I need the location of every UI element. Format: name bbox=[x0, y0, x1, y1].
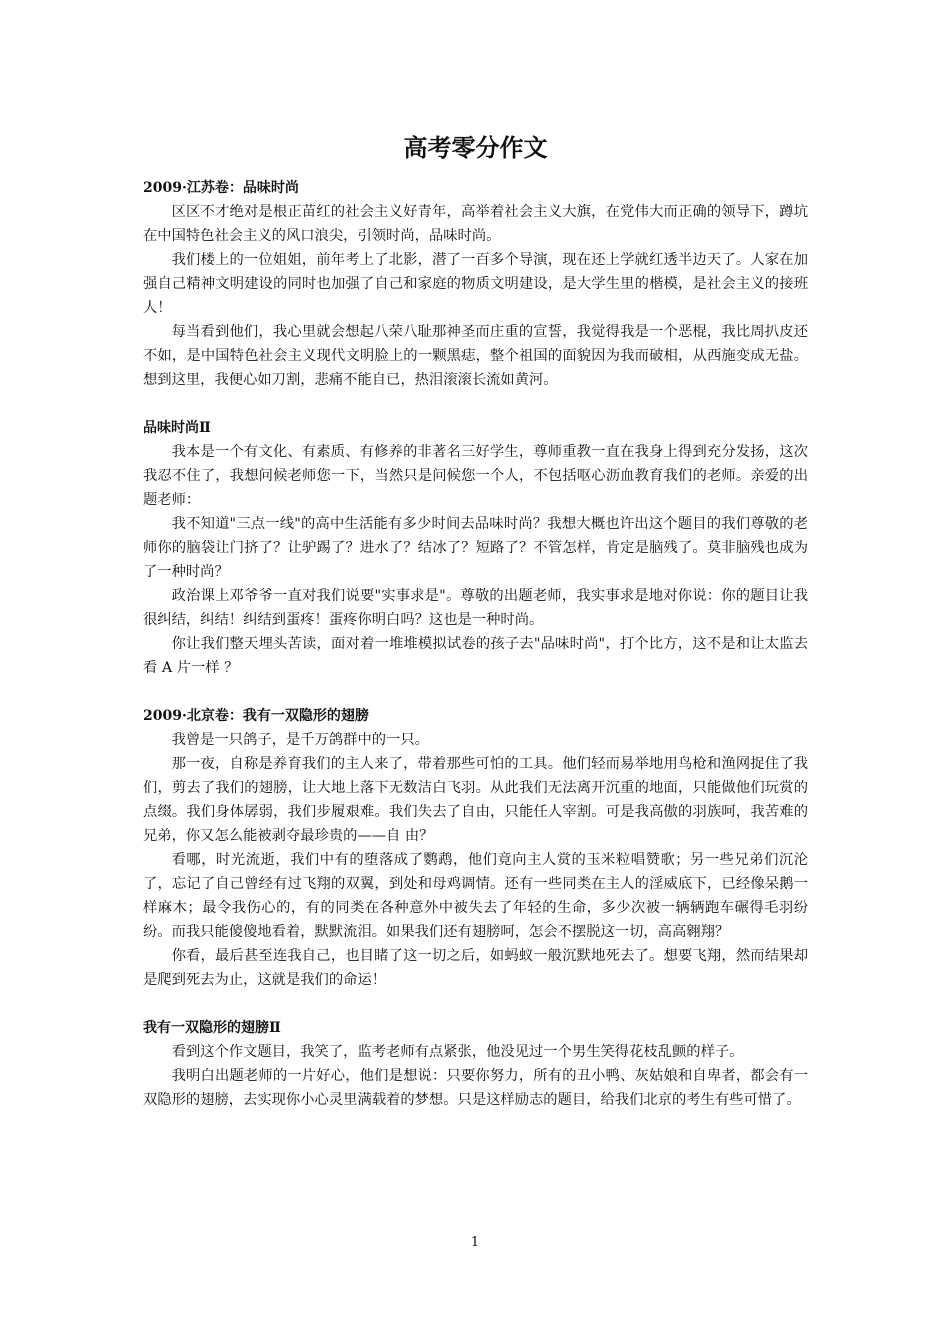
paragraph: 那一夜，自称是养育我们的主人来了，带着那些可怕的工具。他们轻而易举地用鸟枪和渔网捉住了我们，剪去了我们的翅膀，让大地上落下无数洁白飞羽。从此我们无法离开沉重的地面，只能做他们玩赏的点缀。我们身体孱弱，我们步履艰难。我们失去了自由，只能任人宰割。可是我高傲的羽族呵，我苦难的兄弟，你又怎么能被剥夺最珍贵的——自 由？ bbox=[143, 756, 808, 844]
paragraph: 你让我们整天埋头苦读，面对着一堆堆模拟试卷的孩子去"品味时尚"，打个比方，这不是和让太监去看 A 片一样 ？ bbox=[143, 636, 808, 676]
section-heading: 品味时尚Ⅱ bbox=[143, 420, 211, 436]
page-number: 1 bbox=[470, 1235, 480, 1250]
paragraph: 我本是一个有文化、有素质、有修养的非著名三好学生，尊师重教一直在我身上得到充分发扬，这次我忍不住了，我想问候老师您一下，当然只是问候您一个人，不包括呕心沥血教育我们的老师。亲爱的出题老师： bbox=[143, 444, 808, 508]
paragraph: 每当看到他们，我心里就会想起八荣八耻那神圣而庄重的宣誓，我觉得我是一个恶棍，我比周扒皮还不如，是中国特色社会主义现代文明脸上的一颗黑痣，整个祖国的面貌因为我而破相，从西施变成无盐。想到这里，我便心如刀割，悲痛不能自已，热泪滚滚长流如黄河。 bbox=[143, 324, 808, 388]
essay-section-jiangsu bbox=[143, 176, 808, 392]
paragraph: 我明白出题老师的一片好心，他们是想说：只要你努力，所有的丑小鸭、灰姑娘和自卑者，都会有一双隐形的翅膀，去实现你小心灵里满载着的梦想。只是这样励志的题目，给我们北京的考生有些可惜了。 bbox=[143, 1068, 808, 1108]
document-body bbox=[143, 128, 808, 1136]
essay-section-beijing bbox=[143, 704, 808, 992]
section-heading: 我有一双隐形的翅膀Ⅱ bbox=[143, 1020, 281, 1036]
paragraph: 政治课上邓爷爷一直对我们说要"实事求是"。尊敬的出题老师，我实事求是地对你说：你的题目让我很纠结，纠结！纠结到蛋疼！蛋疼你明白吗？这也是一种时尚。 bbox=[143, 588, 808, 628]
essay-section-pinwei-2 bbox=[143, 416, 808, 680]
paragraph: 看哪，时光流逝，我们中有的堕落成了鹦鹉，他们竟向主人赏的玉米粒唱赞歌；另一些兄弟们沉沦了，忘记了自己曾经有过飞翔的双翼，到处和母鸡调情。还有一些同类在主人的淫威底下，已经像呆鹅一样麻木；最令我伤心的，有的同类在各种意外中被失去了年轻的生命，多少次被一辆辆跑车碾得毛羽纷纷。而我只能傻傻地看着，默默流泪。如果我们还有翅膀呵，怎会不摆脱这一切，高高翱翔？ bbox=[143, 852, 808, 940]
paragraph: 区区不才绝对是根正苗红的社会主义好青年，高举着社会主义大旗，在党伟大而正确的领导下，蹲坑在中国特色社会主义的风口浪尖，引领时尚，品味时尚。 bbox=[143, 204, 808, 244]
essay-section-wings-2 bbox=[143, 1016, 808, 1112]
document-title: 高考零分作文 bbox=[403, 134, 548, 162]
paragraph: 我曾是一只鸽子，是千万鸽群中的一只。 bbox=[171, 732, 429, 748]
section-heading: 2009·北京卷：我有一双隐形的翅膀 bbox=[143, 708, 369, 724]
section-heading: 2009·江苏卷：品味时尚 bbox=[143, 180, 299, 196]
paragraph: 看到这个作文题目，我笑了，监考老师有点紧张，他没见过一个男生笑得花枝乱颤的样子。 bbox=[171, 1044, 744, 1060]
paragraph: 我不知道"三点一线"的高中生活能有多少时间去品味时尚？我想大概也许出这个题目的我们尊敬的老师你的脑袋让门挤了？让驴踢了？进水了？结冰了？短路了？不管怎样，肯定是脑残了。莫非脑残也成为了一种时尚？ bbox=[143, 516, 808, 580]
paragraph: 我们楼上的一位姐姐，前年考上了北影，潜了一百多个导演，现在还上学就红透半边天了。人家在加强自己精神文明建设的同时也加强了自己和家庭的物质文明建设，是大学生里的楷模，是社会主义的接班人！ bbox=[143, 252, 808, 316]
paragraph: 你看，最后甚至连我自己，也目睹了这一切之后，如蚂蚁一般沉默地死去了。想要飞翔，然而结果却是爬到死去为止，这就是我们的命运！ bbox=[143, 948, 808, 988]
